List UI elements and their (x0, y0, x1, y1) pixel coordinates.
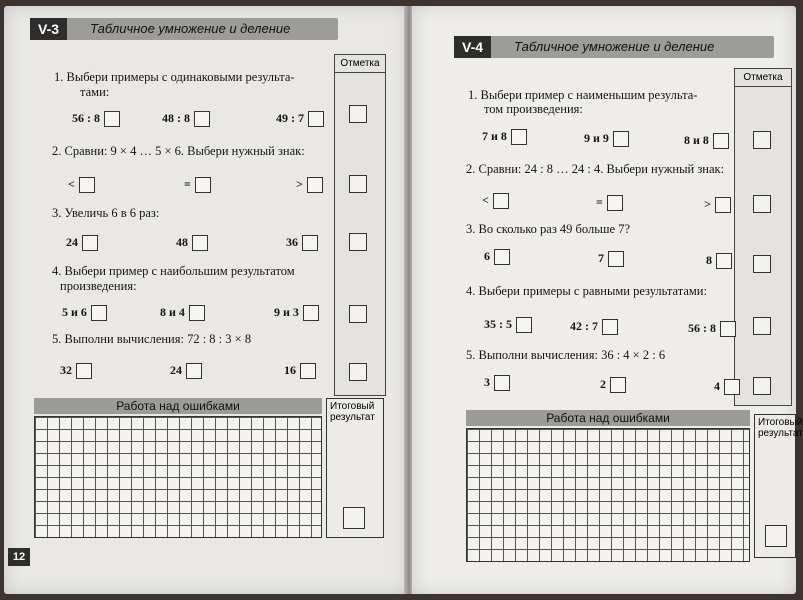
answer-checkbox[interactable] (192, 235, 208, 251)
section-title: Табличное умножение и деление (90, 21, 291, 36)
answer-option[interactable]: < (68, 176, 95, 193)
answer-option[interactable]: 42 : 7 (570, 318, 618, 335)
answer-checkbox[interactable] (516, 317, 532, 333)
result-square[interactable] (343, 507, 365, 529)
result-box (326, 398, 384, 538)
answer-checkbox[interactable] (104, 111, 120, 127)
answer-option[interactable]: 6 (484, 248, 510, 265)
answer-checkbox[interactable] (186, 363, 202, 379)
answer-option[interactable]: 48 (176, 234, 208, 251)
mark-column (334, 54, 386, 396)
errors-heading: Работа над ошибками (34, 398, 322, 414)
work-grid[interactable] (466, 428, 750, 562)
answer-option[interactable]: 8 и 8 (684, 132, 729, 149)
result-box (754, 414, 803, 558)
answer-option[interactable]: 7 и 8 (482, 128, 527, 145)
left-page (4, 6, 408, 594)
question-4: 4. Выбери пример с наибольшим результатом (52, 264, 295, 278)
answer-checkbox[interactable] (303, 305, 319, 321)
mark-box-5[interactable] (349, 363, 367, 381)
answer-checkbox[interactable] (610, 377, 626, 393)
mark-box-2[interactable] (349, 175, 367, 193)
answer-checkbox[interactable] (300, 363, 316, 379)
mark-box-3[interactable] (349, 233, 367, 251)
answer-checkbox[interactable] (720, 321, 736, 337)
answer-checkbox[interactable] (91, 305, 107, 321)
variant-label: V-3 (30, 18, 67, 40)
answer-option[interactable]: 9 и 9 (584, 130, 629, 147)
header-bar (454, 36, 774, 58)
question-1-cont: том произведения: (484, 102, 583, 116)
answer-option[interactable]: 35 : 5 (484, 316, 532, 333)
question-5: 5. Выполни вычисления: 36 : 4 × 2 : 6 (466, 348, 666, 362)
question-1: 1. Выбери примеры с одинаковыми результа- (54, 70, 295, 84)
question-2: 2. Сравни: 9 × 4 … 5 × 6. Выбери нужный знак: (52, 144, 305, 158)
answer-option[interactable]: 32 (60, 362, 92, 379)
question-3: 3. Во сколько раз 49 больше 7? (466, 222, 631, 236)
answer-option[interactable]: 8 (706, 252, 732, 269)
answer-checkbox[interactable] (715, 197, 731, 213)
answer-checkbox[interactable] (493, 193, 509, 209)
answer-checkbox[interactable] (511, 129, 527, 145)
question-5: 5. Выполни вычисления: 72 : 8 : 3 × 8 (52, 332, 252, 346)
answer-option[interactable]: 9 и 3 (274, 304, 319, 321)
answer-option[interactable]: 5 и 6 (62, 304, 107, 321)
answer-option[interactable]: 2 (600, 376, 626, 393)
answer-option[interactable]: 48 : 8 (162, 110, 210, 127)
mark-box-4[interactable] (753, 317, 771, 335)
answer-option[interactable]: 4 (714, 378, 740, 395)
mark-box-1[interactable] (753, 131, 771, 149)
answer-checkbox[interactable] (724, 379, 740, 395)
answer-option[interactable]: 36 (286, 234, 318, 251)
answer-checkbox[interactable] (79, 177, 95, 193)
answer-option[interactable]: 8 и 4 (160, 304, 205, 321)
question-2: 2. Сравни: 24 : 8 … 24 : 4. Выбери нужный знак: (466, 162, 725, 176)
mark-box-2[interactable] (753, 195, 771, 213)
answer-checkbox[interactable] (189, 305, 205, 321)
answer-option[interactable]: 7 (598, 250, 624, 267)
answer-checkbox[interactable] (608, 251, 624, 267)
answer-option[interactable]: 16 (284, 362, 316, 379)
answer-option[interactable]: 24 (170, 362, 202, 379)
section-title: Табличное умножение и деление (514, 39, 715, 54)
answer-option[interactable]: = (596, 194, 623, 211)
answer-option[interactable]: 24 (66, 234, 98, 251)
work-grid[interactable] (34, 416, 322, 538)
answer-option[interactable]: 3 (484, 374, 510, 391)
answer-checkbox[interactable] (602, 319, 618, 335)
answer-checkbox[interactable] (76, 363, 92, 379)
header-bar (30, 18, 338, 40)
answer-checkbox[interactable] (607, 195, 623, 211)
answer-checkbox[interactable] (494, 375, 510, 391)
answer-checkbox[interactable] (308, 111, 324, 127)
question-1: 1. Выбери пример с наименьшим результа- (468, 88, 698, 102)
answer-option[interactable]: 56 : 8 (688, 320, 736, 337)
answer-checkbox[interactable] (307, 177, 323, 193)
answer-checkbox[interactable] (613, 131, 629, 147)
mark-box-5[interactable] (753, 377, 771, 395)
answer-option[interactable]: > (704, 196, 731, 213)
result-label: Итоговый результат (758, 417, 803, 439)
answer-option[interactable]: = (184, 176, 211, 193)
mark-box-4[interactable] (349, 305, 367, 323)
answer-checkbox[interactable] (716, 253, 732, 269)
answer-checkbox[interactable] (494, 249, 510, 265)
question-3: 3. Увеличь 6 в 6 раз: (52, 206, 160, 220)
mark-label: Отметка (335, 55, 385, 73)
question-4-cont: произведения: (60, 279, 137, 293)
answer-option[interactable]: < (482, 192, 509, 209)
errors-heading: Работа над ошибками (466, 410, 750, 426)
question-1-cont: тами: (80, 85, 110, 99)
answer-option[interactable]: 56 : 8 (72, 110, 120, 127)
mark-box-3[interactable] (753, 255, 771, 273)
answer-checkbox[interactable] (302, 235, 318, 251)
mark-box-1[interactable] (349, 105, 367, 123)
page-number: 12 (8, 548, 30, 566)
answer-checkbox[interactable] (713, 133, 729, 149)
question-4: 4. Выбери примеры с равными результатами: (466, 284, 707, 298)
answer-checkbox[interactable] (194, 111, 210, 127)
variant-label: V-4 (454, 36, 491, 58)
mark-column (734, 68, 792, 406)
mark-label: Отметка (735, 69, 791, 87)
right-page (412, 6, 803, 594)
answer-checkbox[interactable] (195, 177, 211, 193)
answer-checkbox[interactable] (82, 235, 98, 251)
result-label: Итоговый результат (330, 401, 375, 423)
result-square[interactable] (765, 525, 787, 547)
answer-option[interactable]: 49 : 7 (276, 110, 324, 127)
answer-option[interactable]: > (296, 176, 323, 193)
